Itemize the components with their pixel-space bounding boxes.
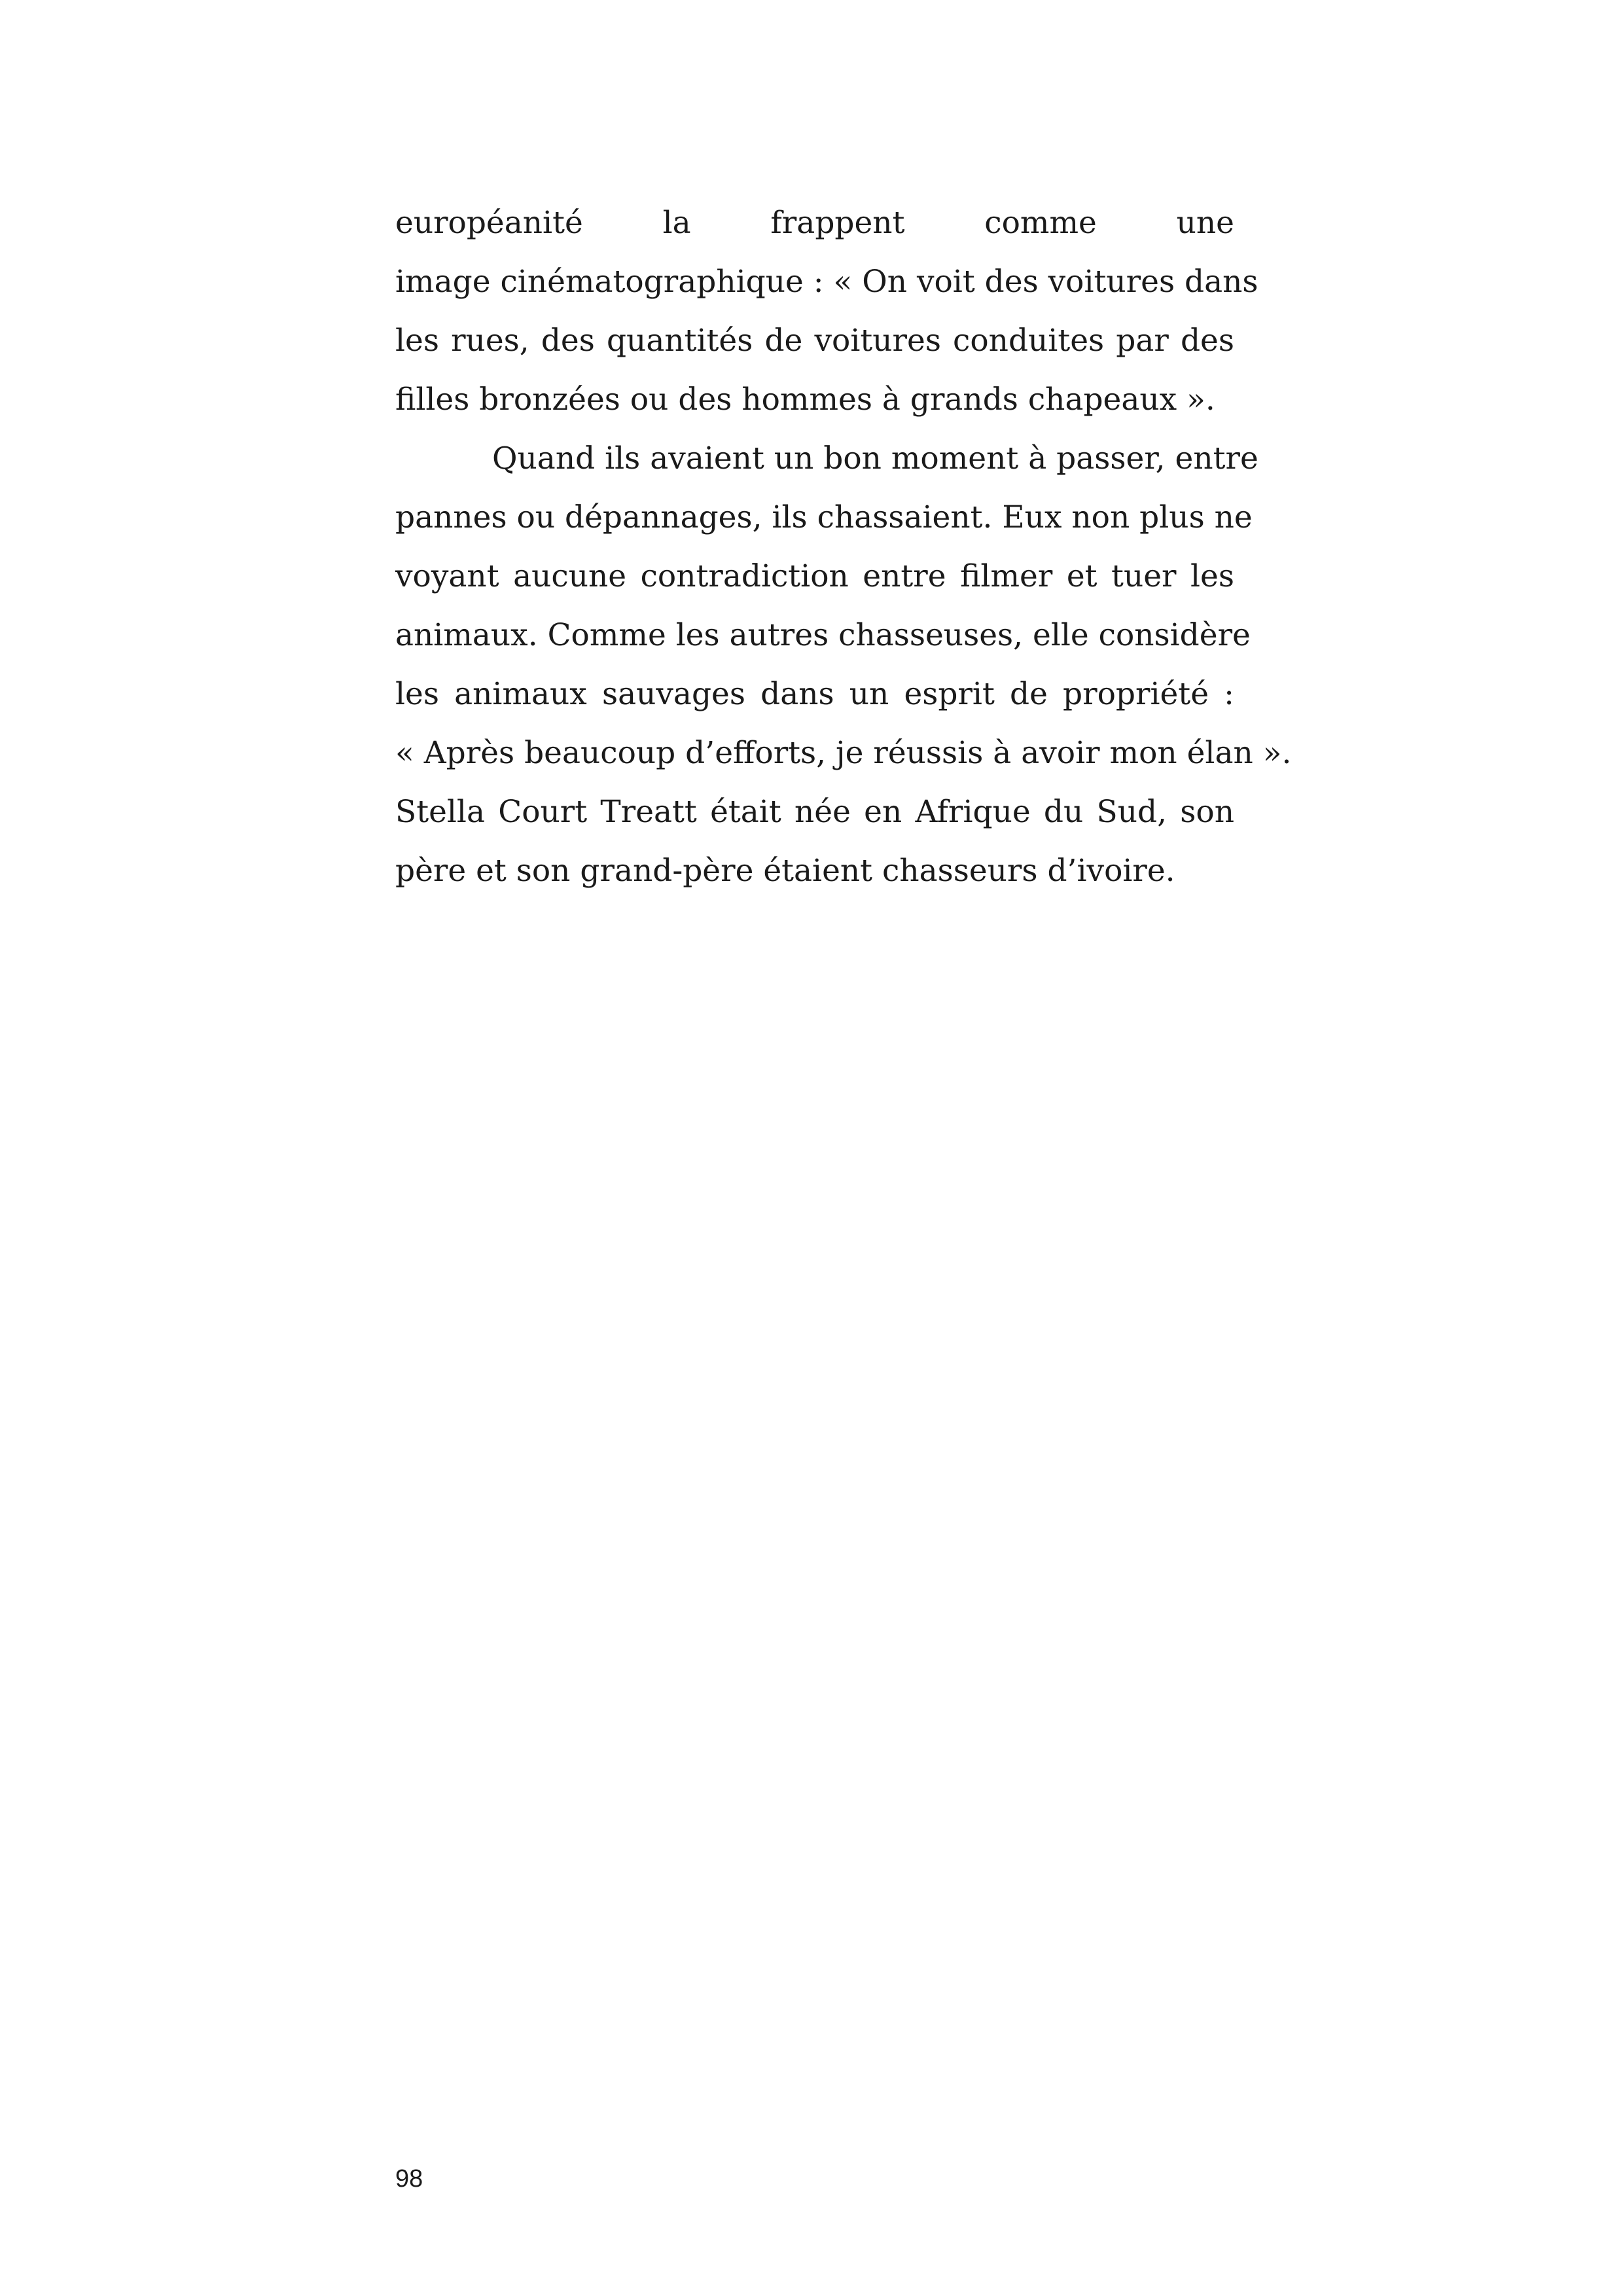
text-line: image cinématographique : « On voit des voitures dans [395, 264, 1258, 300]
text-line: père et son grand-père étaient chasseurs d’ivoire. [395, 853, 1175, 889]
body-text [395, 194, 1292, 901]
page-number: 98 [395, 2165, 423, 2193]
text-line: pannes ou dépannages, ils chassaient. Eux non plus ne [395, 499, 1253, 535]
text-line: Stella Court Treatt était née en Afrique du Sud, son [395, 794, 1234, 830]
text-line: animaux. Comme les autres chasseuses, elle considère [395, 617, 1251, 653]
text-line: filles bronzées ou des hommes à grands chapeaux ». [395, 382, 1215, 418]
text-line: européanité la frappent comme une [395, 205, 1234, 241]
text-line: les animaux sauvages dans un esprit de propriété : [395, 676, 1234, 712]
paragraph-2 [395, 429, 1292, 901]
text-line: Quand ils avaient un bon moment à passer, entre [492, 440, 1258, 476]
text-line: voyant aucune contradiction entre filmer et tuer les [395, 558, 1234, 594]
text-line: « Après beaucoup d’efforts, je réussis à avoir mon élan ». [395, 735, 1292, 771]
text-line: les rues, des quantités de voitures conduites par des [395, 323, 1234, 359]
paragraph-1 [395, 194, 1258, 429]
